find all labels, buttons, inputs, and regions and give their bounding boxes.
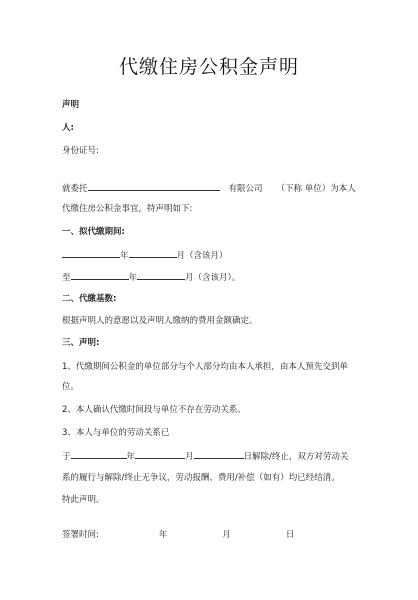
- company-name-blank[interactable]: [88, 181, 220, 191]
- start-month-blank[interactable]: [129, 248, 177, 258]
- section1-heading: 一、拟代缴期间:: [62, 227, 125, 237]
- end-day-date-blank[interactable]: [194, 449, 244, 459]
- item3-line3: 系的履行与解除/终止无争议，劳动报酬、费用/补偿（如有）均已经结清。: [62, 473, 340, 483]
- end-year-blank[interactable]: [71, 270, 129, 280]
- section2-body: 根据声明人的意愿以及声明人缴纳的费用金额确定。: [62, 316, 258, 326]
- signature-year: 年: [158, 530, 168, 540]
- period-start-line: [62, 248, 228, 262]
- end-year-unit: 年: [128, 273, 138, 283]
- end-month-unit: 月（含该月）。: [185, 273, 241, 283]
- period-end-line: [62, 270, 240, 284]
- item3-year: 年: [126, 452, 136, 462]
- item1-line2: 位。: [62, 382, 80, 392]
- entrust-line-2: 代缴住房公积金事宜，特声明如下:: [62, 204, 193, 214]
- signature-time-label: 签署时间:: [62, 530, 99, 540]
- closing-statement: 特此声明。: [62, 495, 105, 505]
- end-month-date-blank[interactable]: [135, 449, 185, 459]
- document-title: 代缴住房公积金声明: [118, 56, 299, 78]
- item3-month: 月: [185, 452, 194, 462]
- signature-day: 日: [285, 530, 295, 540]
- id-number-label: 身份证号:: [62, 146, 99, 156]
- entrust-hereafter: （下称 单位）为本人: [276, 184, 356, 194]
- entrust-company: 有限公司: [228, 184, 263, 194]
- entrust-line: [62, 181, 356, 195]
- end-month-blank[interactable]: [137, 270, 185, 280]
- start-year-unit: 年: [120, 251, 129, 261]
- item3-line2: [62, 449, 348, 463]
- declarant-label-line1: 声明: [62, 100, 80, 110]
- item2: 2、本人确认代缴时间段与单位不存在劳动关系。: [62, 405, 246, 415]
- section3-heading: 三、声明:: [62, 338, 100, 348]
- start-month-unit: 月（含该月）: [176, 251, 228, 261]
- signature-time-line: [62, 529, 294, 541]
- start-year-blank[interactable]: [62, 248, 120, 258]
- end-year-date-blank[interactable]: [71, 449, 127, 459]
- item1-line1: 1、代缴期间公积金的单位部分与个人部分均由本人承担，由本人预先交到单: [62, 362, 348, 372]
- signature-month: 月: [222, 530, 231, 540]
- item3-prefix: 于: [62, 452, 71, 462]
- section2-heading: 二、代缴基数:: [62, 294, 117, 304]
- item3-suffix: 日解除/终止，双方对劳动关: [243, 452, 349, 462]
- declarant-label-line2: 人:: [62, 123, 74, 133]
- item3-line1: 3、本人与单位的劳动关系已: [62, 428, 170, 438]
- entrust-prefix: 就委托: [62, 184, 88, 194]
- period-to: 至: [62, 273, 71, 283]
